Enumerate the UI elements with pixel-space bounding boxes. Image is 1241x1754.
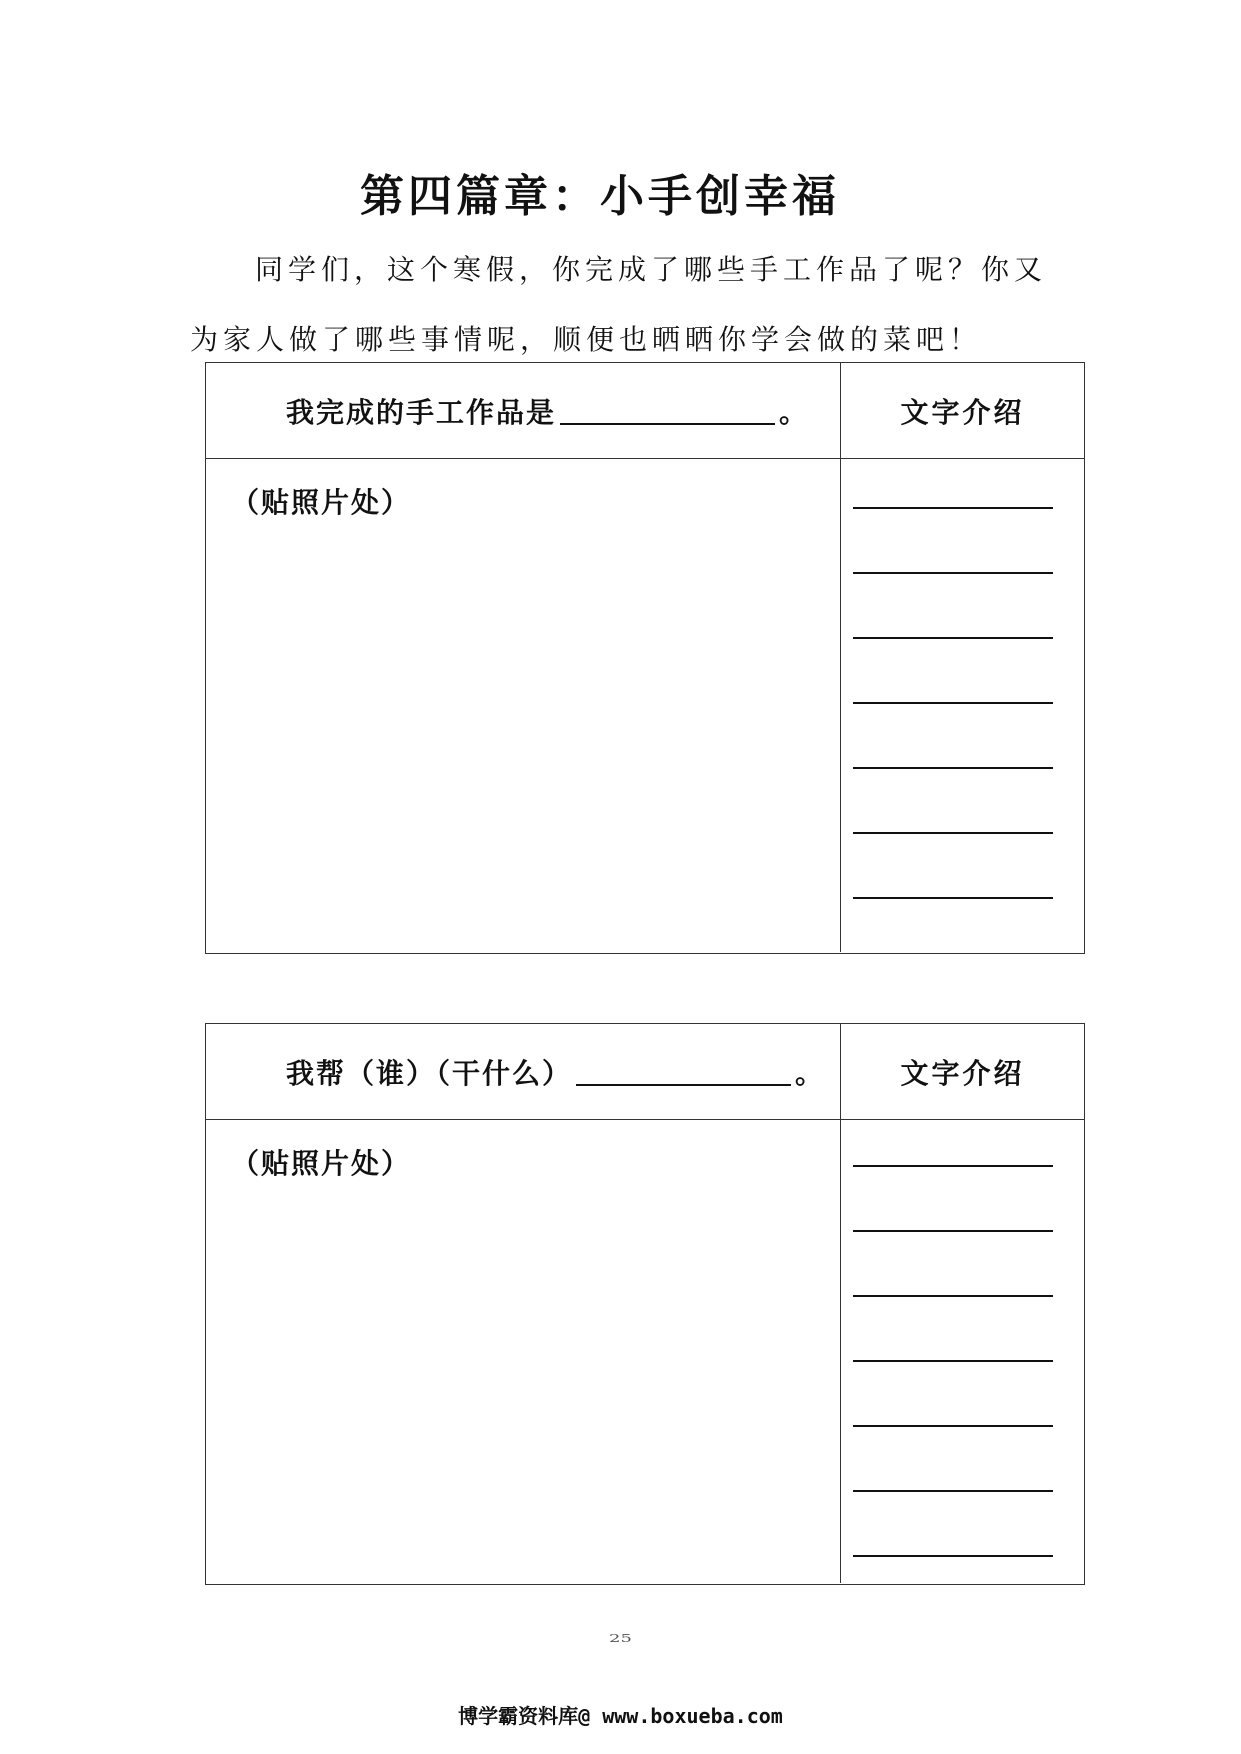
helping-task-blank[interactable] xyxy=(576,1058,791,1086)
writing-line[interactable] xyxy=(853,767,1053,769)
handicraft-prompt-text: 我完成的手工作品是 xyxy=(286,395,557,429)
description-header: 文字介绍 xyxy=(900,395,1025,429)
helping-prompt-text: 我帮（谁）（干什么） xyxy=(286,1056,573,1090)
helping-prompt xyxy=(206,1024,841,1119)
writing-line[interactable] xyxy=(853,1425,1053,1427)
footer-watermark: 博学霸资料库@ www.boxueba.com xyxy=(458,1704,783,1728)
card-header-row xyxy=(206,1024,1084,1120)
page-title: 第四篇章：小手创幸福 xyxy=(360,171,840,222)
writing-line[interactable] xyxy=(853,702,1053,704)
handicraft-name-blank[interactable] xyxy=(560,397,775,425)
writing-line[interactable] xyxy=(853,897,1053,899)
prompt-period: 。 xyxy=(779,395,810,429)
card-header-row xyxy=(206,363,1084,459)
card-body-row xyxy=(206,1120,1084,1583)
photo-label: （贴照片处） xyxy=(231,486,412,519)
writing-line[interactable] xyxy=(853,1230,1053,1232)
prompt-period: 。 xyxy=(795,1056,826,1090)
page-number: 25 xyxy=(609,1632,632,1645)
writing-line[interactable] xyxy=(853,1490,1053,1492)
writing-line[interactable] xyxy=(853,832,1053,834)
writing-line[interactable] xyxy=(853,572,1053,574)
helping-family-card xyxy=(205,1023,1085,1585)
description-lines xyxy=(841,1120,1084,1583)
description-lines xyxy=(841,459,1084,952)
handicraft-prompt xyxy=(206,363,841,458)
intro-line-1: 同学们，这个寒假，你完成了哪些手工作品了呢？你又 xyxy=(255,253,1048,286)
writing-line[interactable] xyxy=(853,1295,1053,1297)
intro-line-2: 为家人做了哪些事情呢，顺便也晒晒你学会做的菜吧！ xyxy=(190,323,983,356)
writing-line[interactable] xyxy=(853,1360,1053,1362)
handicraft-card xyxy=(205,362,1085,954)
writing-line[interactable] xyxy=(853,1165,1053,1167)
writing-line[interactable] xyxy=(853,1555,1053,1557)
photo-label: （贴照片处） xyxy=(231,1147,412,1180)
writing-line[interactable] xyxy=(853,637,1053,639)
card-body-row xyxy=(206,459,1084,952)
photo-area[interactable] xyxy=(206,1120,841,1583)
writing-line[interactable] xyxy=(853,507,1053,509)
photo-area[interactable] xyxy=(206,459,841,952)
description-header: 文字介绍 xyxy=(900,1056,1025,1090)
